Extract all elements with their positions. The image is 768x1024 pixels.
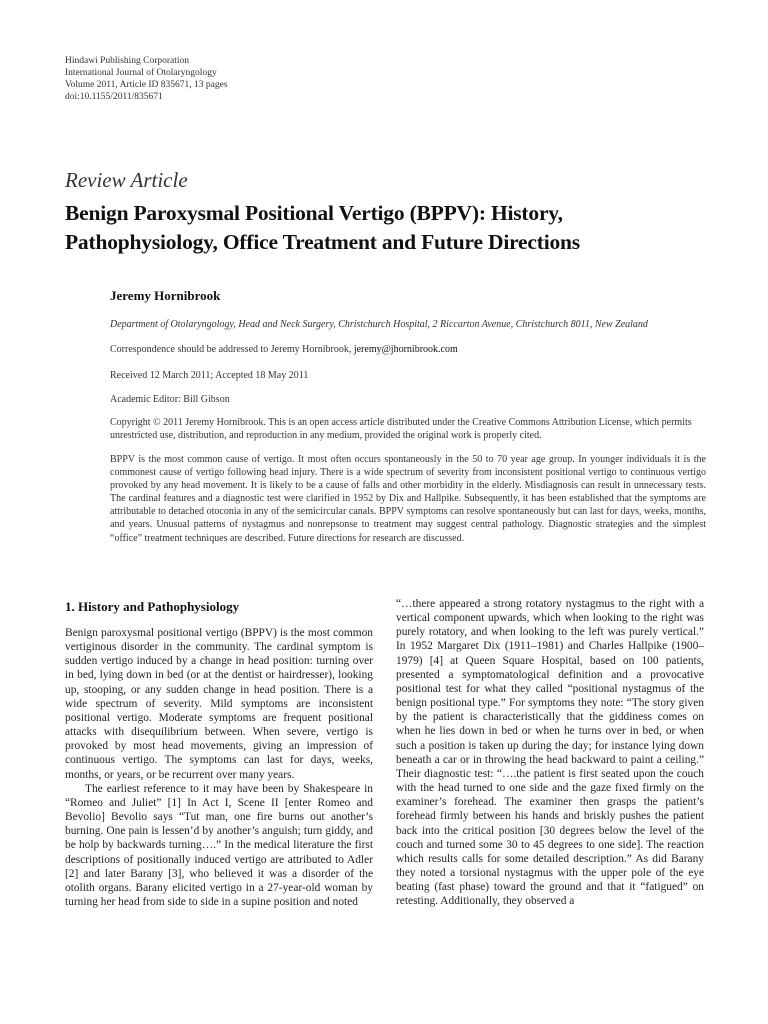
academic-editor: Academic Editor: Bill Gibson [110,394,230,405]
left-column [65,626,373,909]
body-paragraph: Benign paroxysmal positional vertigo (BPPV) is the most common vertiginous disorder in the community. The cardinal symptom is sudden vertigo induced by a change in head position: turning over in bed, lying down in bed (or at the dentist or hairdresser), looking up, stooping, or any sudden change in head position. There is a wide spectrum of severity. Mild symptoms are inconsistent positional vertigo. Moderate symptoms are frequent positional attacks with disequilibrium between. When severe, vertigo is provoked by most head movements, giving an impression of continuous vertigo. The symptoms can last for days, weeks, months, or years, or be recurrent over many years. [65,627,373,781]
right-column [396,597,704,908]
journal-name: International Journal of Otolaryngology [65,68,217,78]
received-dates: Received 12 March 2011; Accepted 18 May 2011 [110,370,309,381]
body-paragraph: “…there appeared a strong rotatory nystagmus to the right with a vertical component upwards, which when looking to the right was purely rotatory, and when looking to the left was purely vertical.” In 1952 Margaret Dix (1911–1981) and Charles Hallpike (1900–1979) [4] at Queen Square Hospital, based on 100 patients, presented a symptomatological definition and a provocative positional test for what they called “positional nystagmus of the benign positional type.” For symptoms they note: “The story given by the patient is characteristically that the giddiness comes on when he lies down in bed or when he turns over in bed, or when such a position is taken up during the day; for instance lying down beneath a car or in throwing the head backward to paint a ceiling.” Their diagnostic test: “….the patient is first seated upon the couch with the head turned to one side and the gaze fixed firmly on the examiner’s forehead. The examiner then grasps the patient’s forehead firmly between his hands and briskly pushes the patient back into the critical position [30 degrees below the level of the couch and turned some 30 to 45 degrees to one side]. The reaction which results calls for some detailed description.” As did Barany they noted a torsional nystagmus with the upper pole of the eye beating (fast phase) toward the ground and that it “fatigued” on retesting. Additionally, they observed a [396,598,704,908]
correspondence-email[interactable]: jeremy@jhornibrook.com [353,344,458,355]
copyright-notice: Copyright © 2011 Jeremy Hornibrook. This is an open access article distributed under the Creative Commons Attribution License, which permits unrestricted use, distribution, and reproduction in any medium, provided the original work is properly cited. [110,417,692,441]
correspondence-text: Correspondence should be addressed to Jeremy Hornibrook, [110,344,354,355]
volume-info: Volume 2011, Article ID 835671, 13 pages [65,80,228,90]
correspondence [110,343,715,356]
abstract: BPPV is the most common cause of vertigo. It most often occurs spontaneously in the 50 to 70 year age group. In younger individuals it is the commonest cause of vertigo following head injury. There is a wide spectrum of severity from inconsistent positional vertigo to continuous vertigo provoked by any head movement. It is likely to be a cause of falls and other morbidity in the elderly. Misdiagnosis can result in unnecessary tests. The cardinal features and a diagnostic test were clarified in 1952 by Dix and Hallpike. Subsequently, it has been established that the symptoms are attributable to detached otoconia in any of the semicircular canals. BPPV symptoms can resolve spontaneously but can last for days, weeks, months, and years. Unusual patterns of nystagmus and nonrepsonse to treatment may suggest central pathology. Diagnostic strategies and the simplest “office” treatment techniques are described. Future directions for research are discussed. [110,454,706,544]
article-type: Review Article [65,168,188,192]
affiliation: Department of Otolaryngology, Head and Neck Surgery, Christchurch Hospital, 2 Riccarton Avenue, Christchurch 8011, New Zealand [110,319,648,330]
body-paragraph: The earliest reference to it may have been by Shakespeare in “Romeo and Juliet” [1] In Act I, Scene II [enter Romeo and Bevolio] Bevolio says “Tut man, one fire burns out another’s burning. One pain is lessen’d by another’s anguish; turn giddy, and be holp by backwards turning….” In the medical literature the first descriptions of positionally induced vertigo are attributed to Adler [2] and later Barany [3], who believed it was a disorder of the otolith organs. Barany elicited vertigo in a 27-year-old woman by turning her head from side to side in a supine position and noted [65,782,373,908]
author-name: Jeremy Hornibrook [110,288,221,303]
journal-header [65,55,228,103]
doi: doi:10.1155/2011/835671 [65,92,163,102]
publisher: Hindawi Publishing Corporation [65,56,190,66]
section-heading: 1. History and Pathophysiology [65,599,240,614]
paper-title: Benign Paroxysmal Positional Vertigo (BPPV): History, Pathophysiology, Office Treatment and Future Directions [65,201,580,254]
